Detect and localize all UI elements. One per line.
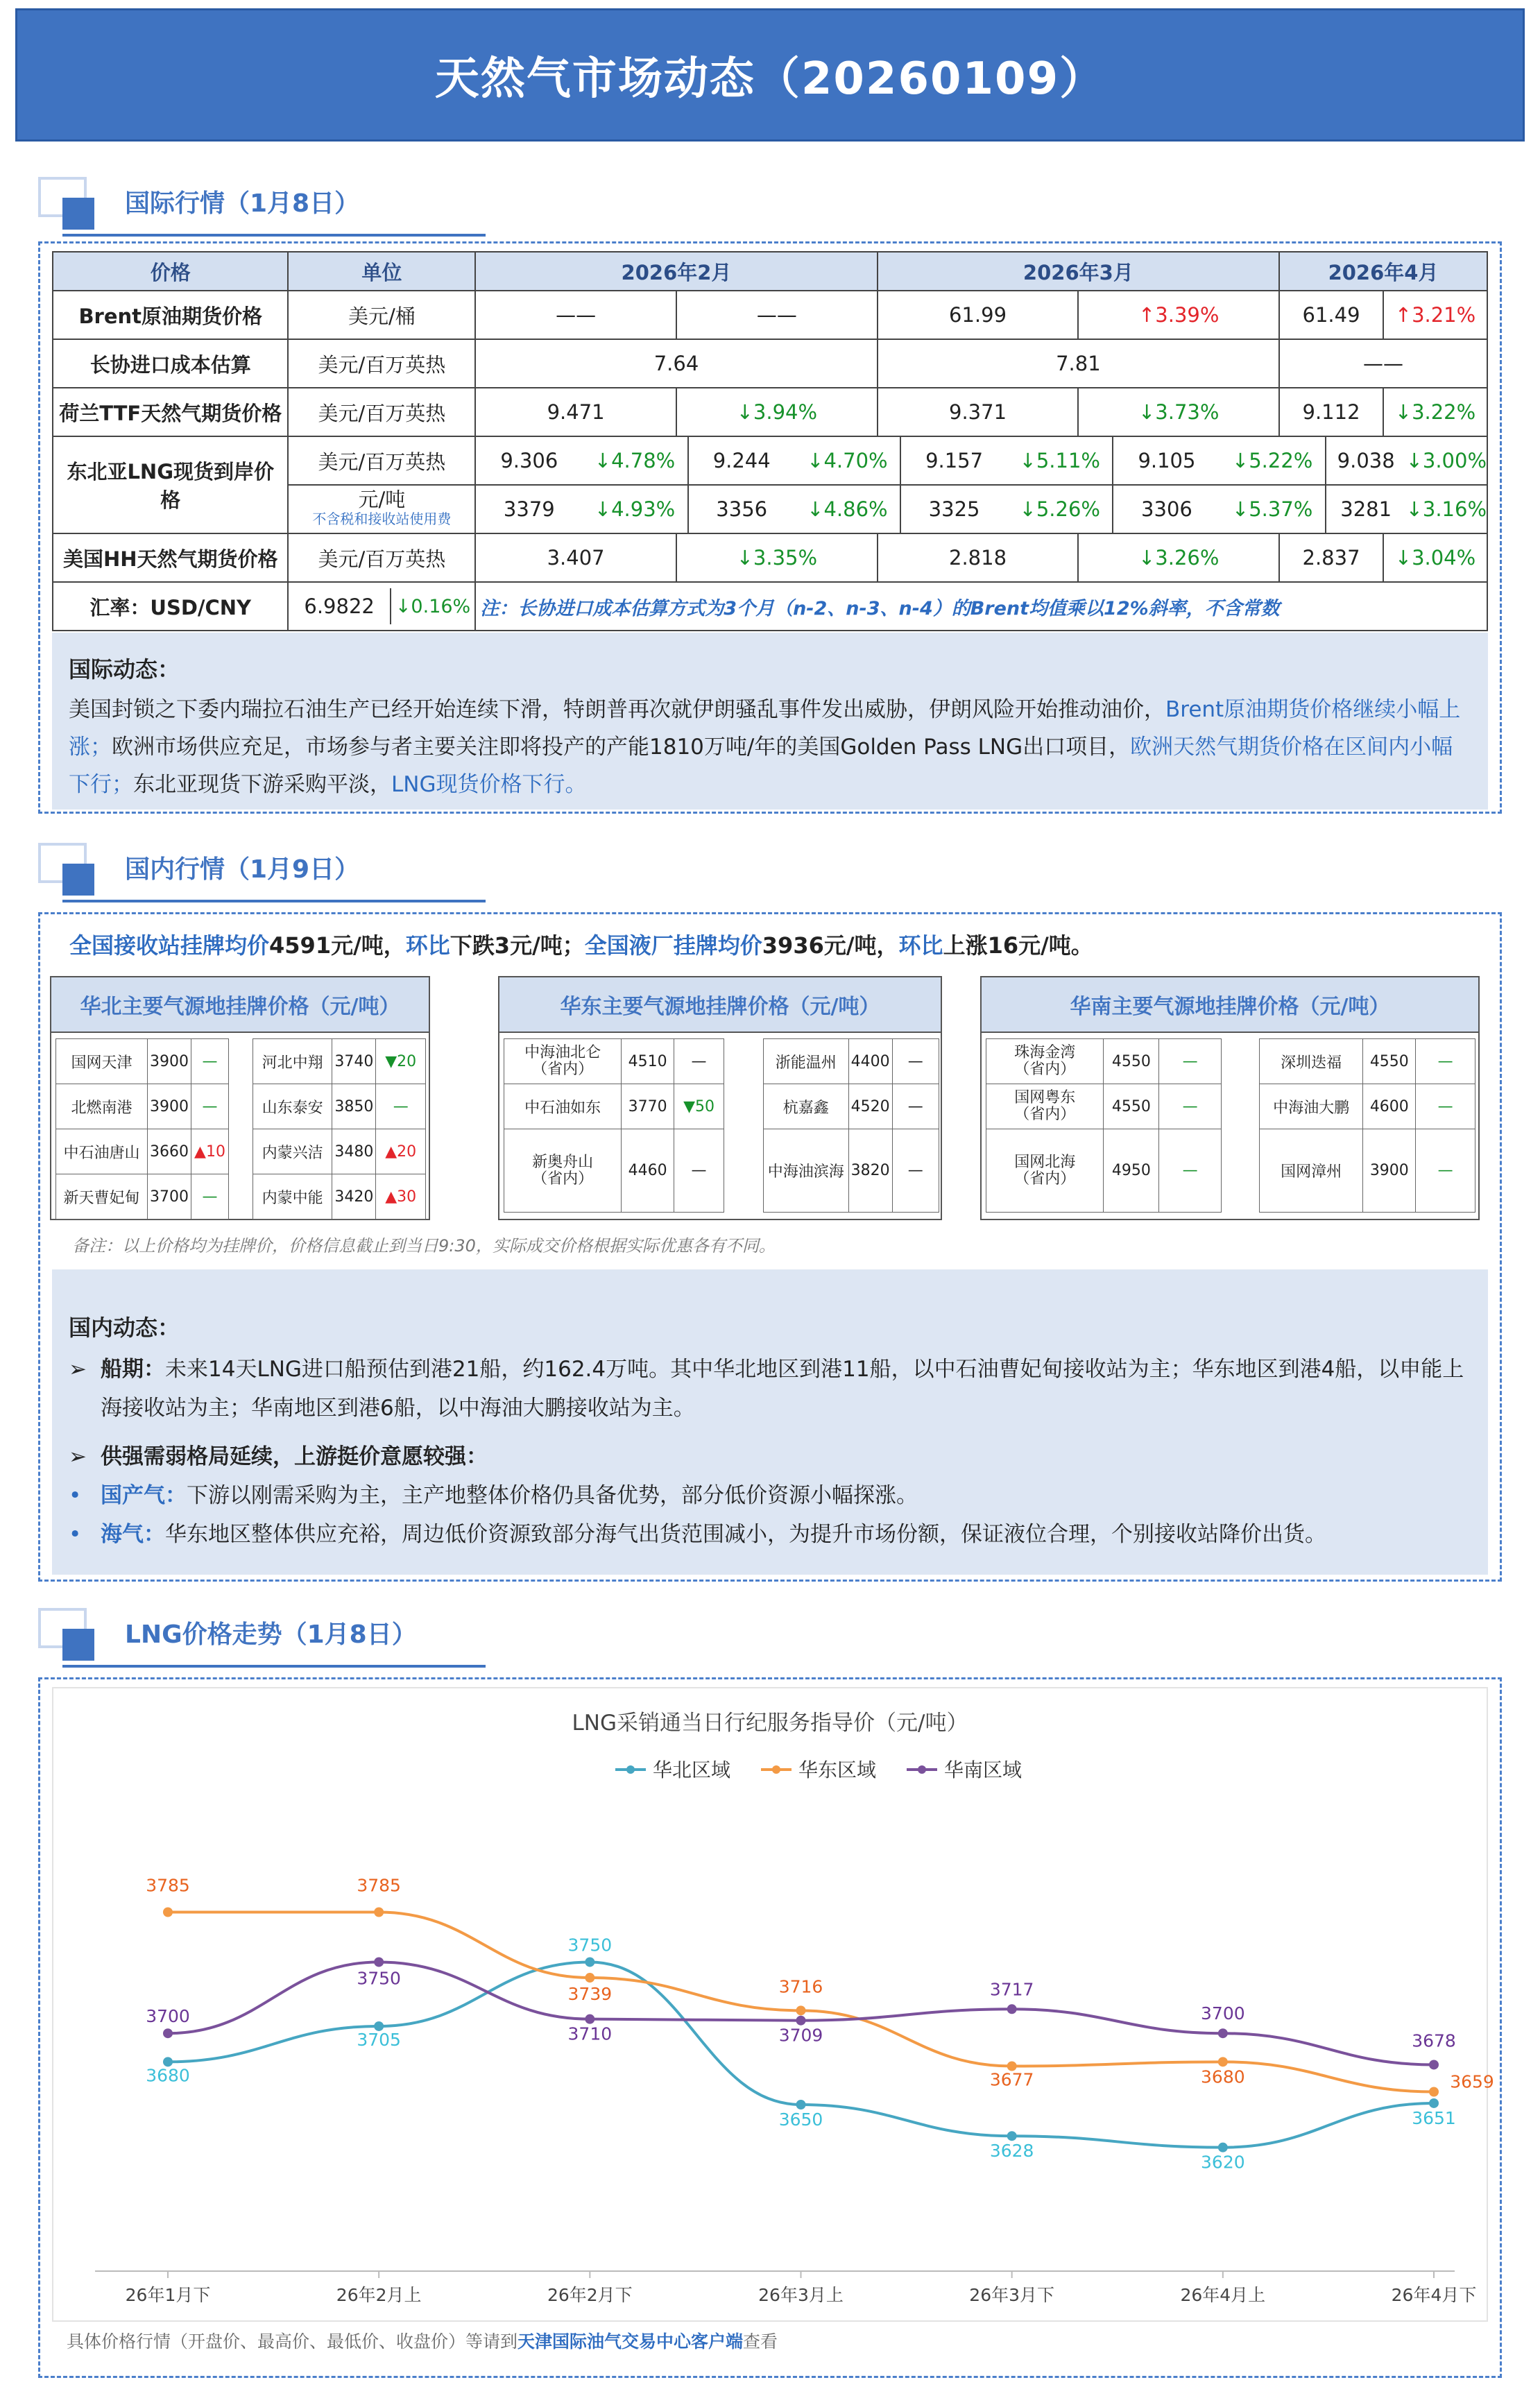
col-price: 价格 (53, 252, 288, 291)
table-row (53, 436, 1487, 485)
region-south (980, 976, 1480, 1220)
source-price: 4550 (1104, 1084, 1159, 1129)
source-price: 4550 (1104, 1039, 1159, 1084)
value-cell: 9.157 (925, 449, 984, 472)
unit-cell: 美元/百万英热 (288, 436, 475, 485)
source-change: — (892, 1039, 939, 1084)
summary-value: 3936元/吨， (762, 932, 899, 959)
list-item (56, 1174, 229, 1219)
value-cell: 9.371 (878, 388, 1079, 436)
region-table (763, 1038, 939, 1213)
chart-title: LNG采销通当日行纪服务指导价（元/吨） (572, 1711, 968, 1736)
list-item (253, 1129, 426, 1174)
domestic-summary (69, 928, 1093, 960)
list-item (56, 1084, 229, 1129)
x-tick-label: 26年1月下 (125, 2285, 211, 2305)
source-name-text: 国网北海 (1014, 1153, 1076, 1171)
source-change: ▲30 (376, 1174, 426, 1219)
list-item (504, 1039, 724, 1084)
source-name: 北燃南港 (56, 1084, 148, 1129)
data-point (1007, 2131, 1017, 2141)
intl-news-text (69, 691, 1471, 803)
value-cell: 3306 (1141, 497, 1192, 521)
dot-bullet-icon: • (69, 1483, 82, 1508)
change-cell: ↓5.11% (1007, 437, 1113, 484)
news-item (69, 1515, 1471, 1554)
source-change: — (191, 1039, 229, 1084)
change-cell: ↓3.73% (1078, 388, 1279, 436)
fx-cells (288, 582, 475, 631)
x-tick-label: 26年3月上 (758, 2285, 844, 2305)
col-apr: 2026年4月 (1279, 252, 1487, 291)
source-change: ▼20 (376, 1039, 426, 1084)
value-cell: —— (676, 291, 878, 339)
list-item (56, 1039, 229, 1084)
change-cell: ↓4.70% (795, 437, 901, 484)
source-price: 3770 (622, 1084, 674, 1129)
region-table (1259, 1038, 1475, 1213)
data-point (1218, 2143, 1228, 2152)
source-price: 3660 (148, 1129, 191, 1174)
table-note: 注：长协进口成本估算方式为3个月（n-2、n-3、n-4）的Brent均值乘以12%斜率，不含常数 (475, 582, 1487, 631)
news-label: 海气： (101, 1522, 165, 1547)
price-remark: 备注：以上价格均为挂牌价，价格信息截止到当日9:30，实际成交价格根据实际优惠各有不同。 (72, 1236, 776, 1256)
source-price: 4950 (1104, 1129, 1159, 1213)
summary-label: 环比 (898, 932, 943, 959)
list-item (56, 1129, 229, 1174)
table-row (53, 582, 1487, 631)
value-cell: 2.837 (1279, 533, 1383, 582)
table-row (53, 291, 1487, 339)
legend-marker (772, 1765, 780, 1774)
data-point (1429, 2060, 1439, 2069)
list-item (986, 1129, 1222, 1213)
change-cell: ↓3.00% (1405, 449, 1487, 472)
value-cell: 2.818 (878, 533, 1079, 582)
source-name (504, 1039, 622, 1084)
region-title: 华东主要气源地挂牌价格（元/吨） (499, 977, 941, 1033)
source-price: 3850 (332, 1084, 376, 1129)
domestic-news (52, 1269, 1488, 1575)
data-point (1218, 2057, 1228, 2066)
data-label: 3717 (989, 1979, 1034, 2000)
value-cell: 9.038 (1337, 449, 1395, 472)
source-price: 4550 (1363, 1039, 1416, 1084)
line-chart (53, 1688, 1494, 2320)
table-header-row (53, 252, 1487, 291)
list-item (504, 1084, 724, 1129)
data-point (796, 2005, 806, 2015)
change-cell: ↓3.94% (676, 388, 878, 436)
nea-usd-cells (475, 436, 1487, 485)
list-item (253, 1174, 426, 1219)
data-label: 3709 (778, 2025, 823, 2046)
table-row (53, 339, 1487, 388)
table-row (53, 388, 1487, 436)
source-price: 3900 (1363, 1129, 1416, 1213)
col-unit: 单位 (288, 252, 475, 291)
news-item (69, 1350, 1471, 1428)
region-table (253, 1038, 426, 1219)
source-name: 深圳迭福 (1260, 1039, 1363, 1084)
source-price: 4460 (622, 1129, 674, 1213)
source-name-text: 中海油北仑 (524, 1044, 601, 1061)
unit-note: 不含税和接收站使用费 (312, 511, 452, 527)
row-label: 汇率：USD/CNY (53, 582, 288, 631)
news-text: 下游以刚需采购为主，主产地整体价格仍具备优势，部分低价资源小幅探涨。 (187, 1483, 918, 1508)
data-label: 3651 (1412, 2107, 1456, 2128)
section-underline (62, 1665, 486, 1668)
source-name-text: 国网粤东 (1014, 1089, 1076, 1106)
source-change: — (674, 1039, 724, 1084)
data-label: 3710 (567, 2023, 613, 2044)
news-text: 未来14天LNG进口船预估到港21船，约162.4万吨。其中华北地区到港11船，以中石油曹妃甸接收站为主；华东地区到港4船，以申能上海接收站为主；华南地区到港6船，以中海油大鹏接收站为主。 (101, 1357, 1464, 1421)
list-item (764, 1084, 939, 1129)
footer-text: 查看 (743, 2331, 778, 2352)
x-tick-label: 26年3月下 (969, 2285, 1055, 2305)
source-name (986, 1039, 1104, 1084)
source-change: — (892, 1084, 939, 1129)
domestic-news-title: 国内动态： (69, 1315, 180, 1341)
unit-cell (288, 485, 475, 533)
data-point (374, 1957, 384, 1967)
section-square-fill (62, 864, 94, 896)
change-cell: ↓3.26% (1078, 533, 1279, 582)
value-cell: 9.112 (1279, 388, 1383, 436)
data-label: 3739 (567, 1984, 613, 2005)
source-name: 新天曹妃甸 (56, 1174, 148, 1219)
list-item (764, 1039, 939, 1084)
arrow-bullet-icon: ➢ (69, 1357, 87, 1382)
summary-value: 下跌3元/吨； (450, 932, 585, 959)
section-header-intl (38, 177, 468, 239)
intl-price-table (52, 251, 1488, 631)
source-name: 内蒙兴洁 (253, 1129, 332, 1174)
data-label: 3785 (146, 1875, 190, 1896)
nea-usd-grid (476, 437, 1487, 484)
data-label: 3680 (1201, 2066, 1245, 2087)
source-price: 4520 (848, 1084, 892, 1129)
section-header-domestic (38, 843, 468, 905)
row-label: 长协进口成本估算 (53, 339, 288, 388)
data-label: 3628 (989, 2141, 1034, 2162)
value-cell: 3.407 (475, 533, 676, 582)
value-cell: 9.471 (475, 388, 676, 436)
source-scope: （省内） (1014, 1106, 1076, 1123)
change-cell: ↑3.21% (1383, 291, 1487, 339)
source-name: 中海油大鹏 (1260, 1084, 1363, 1129)
data-point (374, 1908, 384, 1917)
source-name: 国网漳州 (1260, 1129, 1363, 1213)
dot-bullet-icon: • (69, 1522, 82, 1547)
news-text: 欧洲市场供应充足，市场参与者主要关注即将投产的产能1810万吨/年的美国Golden Pass LNG出口项目， (112, 735, 1131, 760)
list-item (253, 1039, 426, 1084)
nea-cny-cells (475, 485, 1487, 533)
source-name: 国网天津 (56, 1039, 148, 1084)
table-row (53, 533, 1487, 582)
source-change: — (1416, 1084, 1475, 1129)
change-cell: ↓4.86% (795, 486, 901, 533)
source-price: 3740 (332, 1039, 376, 1084)
source-change: — (1416, 1039, 1475, 1084)
source-scope: （省内） (1014, 1061, 1076, 1078)
source-price: 4510 (622, 1039, 674, 1084)
change-cell: ↓5.22% (1220, 437, 1326, 484)
row-label: Brent原油期货价格 (53, 291, 288, 339)
change-cell: ↓3.04% (1383, 533, 1487, 582)
list-item (1260, 1084, 1475, 1129)
series-line (168, 1912, 1434, 2092)
row-label: 美国HH天然气期货价格 (53, 533, 288, 582)
section-label: 国内行情（1月9日） (125, 855, 360, 884)
arrow-bullet-icon: ➢ (69, 1444, 87, 1469)
source-name: 中海油滨海 (764, 1129, 849, 1213)
data-label: 3650 (778, 2109, 823, 2130)
source-name-text: 珠海金湾 (1014, 1044, 1076, 1061)
summary-value: 4591元/吨， (269, 932, 406, 959)
data-label: 3700 (1201, 2003, 1245, 2024)
source-scope: （省内） (532, 1170, 594, 1188)
section-label: LNG价格走势（1月8日） (125, 1620, 417, 1649)
data-point (585, 1957, 594, 1967)
source-price: 3700 (148, 1174, 191, 1219)
fx-grid (289, 588, 474, 624)
source-change: — (1159, 1084, 1222, 1129)
value-cell: 9.244 (712, 449, 771, 472)
chart-container (52, 1687, 1494, 2322)
source-scope: （省内） (1014, 1170, 1076, 1188)
legend-label: 华东区域 (798, 1758, 877, 1781)
source-change: — (674, 1129, 724, 1213)
change-cell: ↓4.93% (582, 486, 688, 533)
data-label: 3705 (357, 2029, 401, 2050)
data-label: 3716 (778, 1976, 823, 1997)
footer-note (67, 2328, 778, 2353)
source-change: ▲10 (191, 1129, 229, 1174)
unit-cell: 美元/百万英热 (288, 388, 475, 436)
data-label: 3680 (146, 2065, 190, 2086)
legend-label: 华南区域 (944, 1758, 1023, 1781)
section-header-trend (38, 1608, 468, 1670)
row-label: 荷兰TTF天然气期货价格 (53, 388, 288, 436)
list-item (1260, 1039, 1475, 1084)
value-cell: —— (475, 291, 676, 339)
data-point (796, 2016, 806, 2026)
list-item (1260, 1129, 1475, 1213)
summary-label: 全国液厂挂牌均价 (584, 932, 762, 959)
unit-cell: 美元/百万英热 (288, 339, 475, 388)
news-label: 国产气： (101, 1483, 187, 1508)
value-cell: 3281 (1340, 497, 1392, 521)
news-item (69, 1437, 1471, 1476)
region-title: 华南主要气源地挂牌价格（元/吨） (982, 977, 1478, 1033)
source-name (504, 1084, 622, 1129)
source-name (986, 1084, 1104, 1129)
data-label: 3677 (989, 2069, 1034, 2090)
source-price: 4600 (1363, 1084, 1416, 1129)
value-cell: 3356 (716, 497, 768, 521)
source-change: — (191, 1174, 229, 1219)
source-price: 3420 (332, 1174, 376, 1219)
news-highlight: LNG现货价格下行。 (391, 772, 587, 797)
source-price: 3900 (148, 1039, 191, 1084)
source-price: 3900 (148, 1084, 191, 1129)
section-underline (62, 900, 486, 902)
source-name: 内蒙中能 (253, 1174, 332, 1219)
change-cell: ↓3.22% (1383, 388, 1487, 436)
list-item (986, 1039, 1222, 1084)
data-point (585, 2014, 594, 2024)
intl-news-title: 国际动态： (69, 656, 180, 683)
page-title: 天然气市场动态（20260109） (15, 8, 1525, 142)
footer-link[interactable]: 天津国际油气交易中心客户端 (517, 2331, 744, 2352)
value-cell: 3325 (928, 497, 980, 521)
unit-cell: 美元/百万英热 (288, 533, 475, 582)
list-item (986, 1084, 1222, 1129)
x-tick-label: 26年4月下 (1391, 2285, 1477, 2305)
col-mar: 2026年3月 (878, 252, 1279, 291)
data-label: 3659 (1450, 2071, 1494, 2092)
change-cell: ↓3.35% (676, 533, 878, 582)
summary-value: 上涨16元/吨。 (943, 932, 1093, 959)
data-point (1429, 2098, 1439, 2108)
change-cell: ↓5.26% (1007, 486, 1113, 533)
list-item (504, 1129, 724, 1213)
source-name: 山东泰安 (253, 1084, 332, 1129)
data-point (796, 2100, 806, 2109)
section-square-fill (62, 1629, 94, 1661)
source-name (986, 1129, 1104, 1213)
news-item (69, 1476, 1471, 1515)
region-table (986, 1038, 1222, 1213)
intl-news (52, 633, 1488, 810)
data-point (163, 1908, 173, 1917)
value-cell: 6.9822 (289, 588, 391, 624)
nea-cny-grid (476, 486, 1487, 533)
source-change: — (191, 1084, 229, 1129)
value-cell: 61.49 (1279, 291, 1383, 339)
data-point (1007, 2004, 1017, 2014)
value-cell: 9.105 (1138, 449, 1196, 472)
value-cell: 61.99 (878, 291, 1079, 339)
legend-label: 华北区域 (653, 1758, 731, 1781)
change-cell: ↓3.16% (1405, 497, 1487, 521)
data-label: 3700 (146, 2006, 190, 2027)
source-name-text: 新奥舟山 (532, 1153, 594, 1171)
change-cell: ↓0.16% (395, 595, 471, 617)
source-change: ▲20 (376, 1129, 426, 1174)
source-price: 3480 (332, 1129, 376, 1174)
source-name: 中石油唐山 (56, 1129, 148, 1174)
value-cell: 7.81 (878, 339, 1279, 388)
legend-marker (626, 1765, 635, 1774)
source-change: — (1159, 1129, 1222, 1213)
col-feb: 2026年2月 (475, 252, 877, 291)
change-cell: ↑3.39% (1078, 291, 1279, 339)
source-name: 杭嘉鑫 (764, 1084, 849, 1129)
unit-cell: 美元/桶 (288, 291, 475, 339)
news-text: 华东地区整体供应充裕，周边低价资源致部分海气出货范围减小，为提升市场份额，保证液位合理，个别接收站降价出货。 (165, 1522, 1326, 1547)
region-table (504, 1038, 724, 1213)
data-label: 3785 (357, 1875, 401, 1896)
region-east (498, 976, 942, 1220)
data-point (1218, 2028, 1228, 2038)
section-square-fill (62, 198, 94, 230)
data-point (1429, 2087, 1439, 2097)
value-cell: —— (1279, 339, 1487, 388)
data-label: 3678 (1412, 2030, 1456, 2051)
change-cell: ↓5.37% (1220, 486, 1326, 533)
source-price: 3820 (848, 1129, 892, 1213)
source-scope: （省内） (532, 1061, 594, 1078)
news-highlight: 欧洲天然气期货价格在区间内小幅下行； (69, 735, 1453, 797)
data-point (585, 1973, 594, 1983)
legend-marker (918, 1765, 926, 1774)
source-name (504, 1129, 622, 1213)
data-label: 3750 (357, 1968, 401, 1989)
value-cell: 3379 (503, 497, 555, 521)
summary-label: 环比 (405, 932, 450, 959)
source-name: 浙能温州 (764, 1039, 849, 1084)
source-change: — (376, 1084, 426, 1129)
summary-label: 全国接收站挂牌均价 (69, 932, 270, 959)
unit-text: 元/吨 (358, 488, 406, 511)
region-north (50, 976, 430, 1220)
data-label: 3750 (567, 1935, 613, 1955)
news-highlight: Brent原油期货价格继续小幅上涨； (69, 697, 1461, 760)
source-change: ▼50 (674, 1084, 724, 1129)
section-underline (62, 234, 486, 237)
source-change: — (892, 1129, 939, 1213)
news-label: 供强需弱格局延续，上游挺价意愿较强： (101, 1444, 488, 1469)
source-change: — (1159, 1039, 1222, 1084)
source-change: — (1416, 1129, 1475, 1213)
section-label: 国际行情（1月8日） (125, 189, 360, 218)
source-name-text: 中石油如东 (524, 1099, 601, 1117)
source-price: 4400 (848, 1039, 892, 1084)
footer-text: 具体价格行情（开盘价、最高价、最低价、收盘价）等请到 (67, 2331, 518, 2352)
list-item (764, 1129, 939, 1213)
x-tick-label: 26年2月上 (336, 2285, 422, 2305)
region-table (55, 1038, 229, 1219)
data-label: 3620 (1201, 2152, 1245, 2173)
list-item (253, 1084, 426, 1129)
value-cell: 9.306 (500, 449, 558, 472)
change-cell: ↓4.78% (582, 437, 688, 484)
row-label: 东北亚LNG现货到岸价格 (53, 436, 288, 533)
region-title: 华北主要气源地挂牌价格（元/吨） (51, 977, 429, 1033)
x-tick-label: 26年4月上 (1180, 2285, 1266, 2305)
x-tick-label: 26年2月下 (547, 2285, 633, 2305)
news-text: 美国封锁之下委内瑞拉石油生产已经开始连续下滑，特朗普再次就伊朗骚乱事件发出威胁，伊朗风险开始推动油价， (69, 697, 1165, 722)
news-text: 东北亚现货下游采购平淡， (133, 772, 391, 797)
data-point (163, 2028, 173, 2038)
source-name: 河北中翔 (253, 1039, 332, 1084)
news-label: 船期： (101, 1357, 165, 1382)
value-cell: 7.64 (475, 339, 877, 388)
